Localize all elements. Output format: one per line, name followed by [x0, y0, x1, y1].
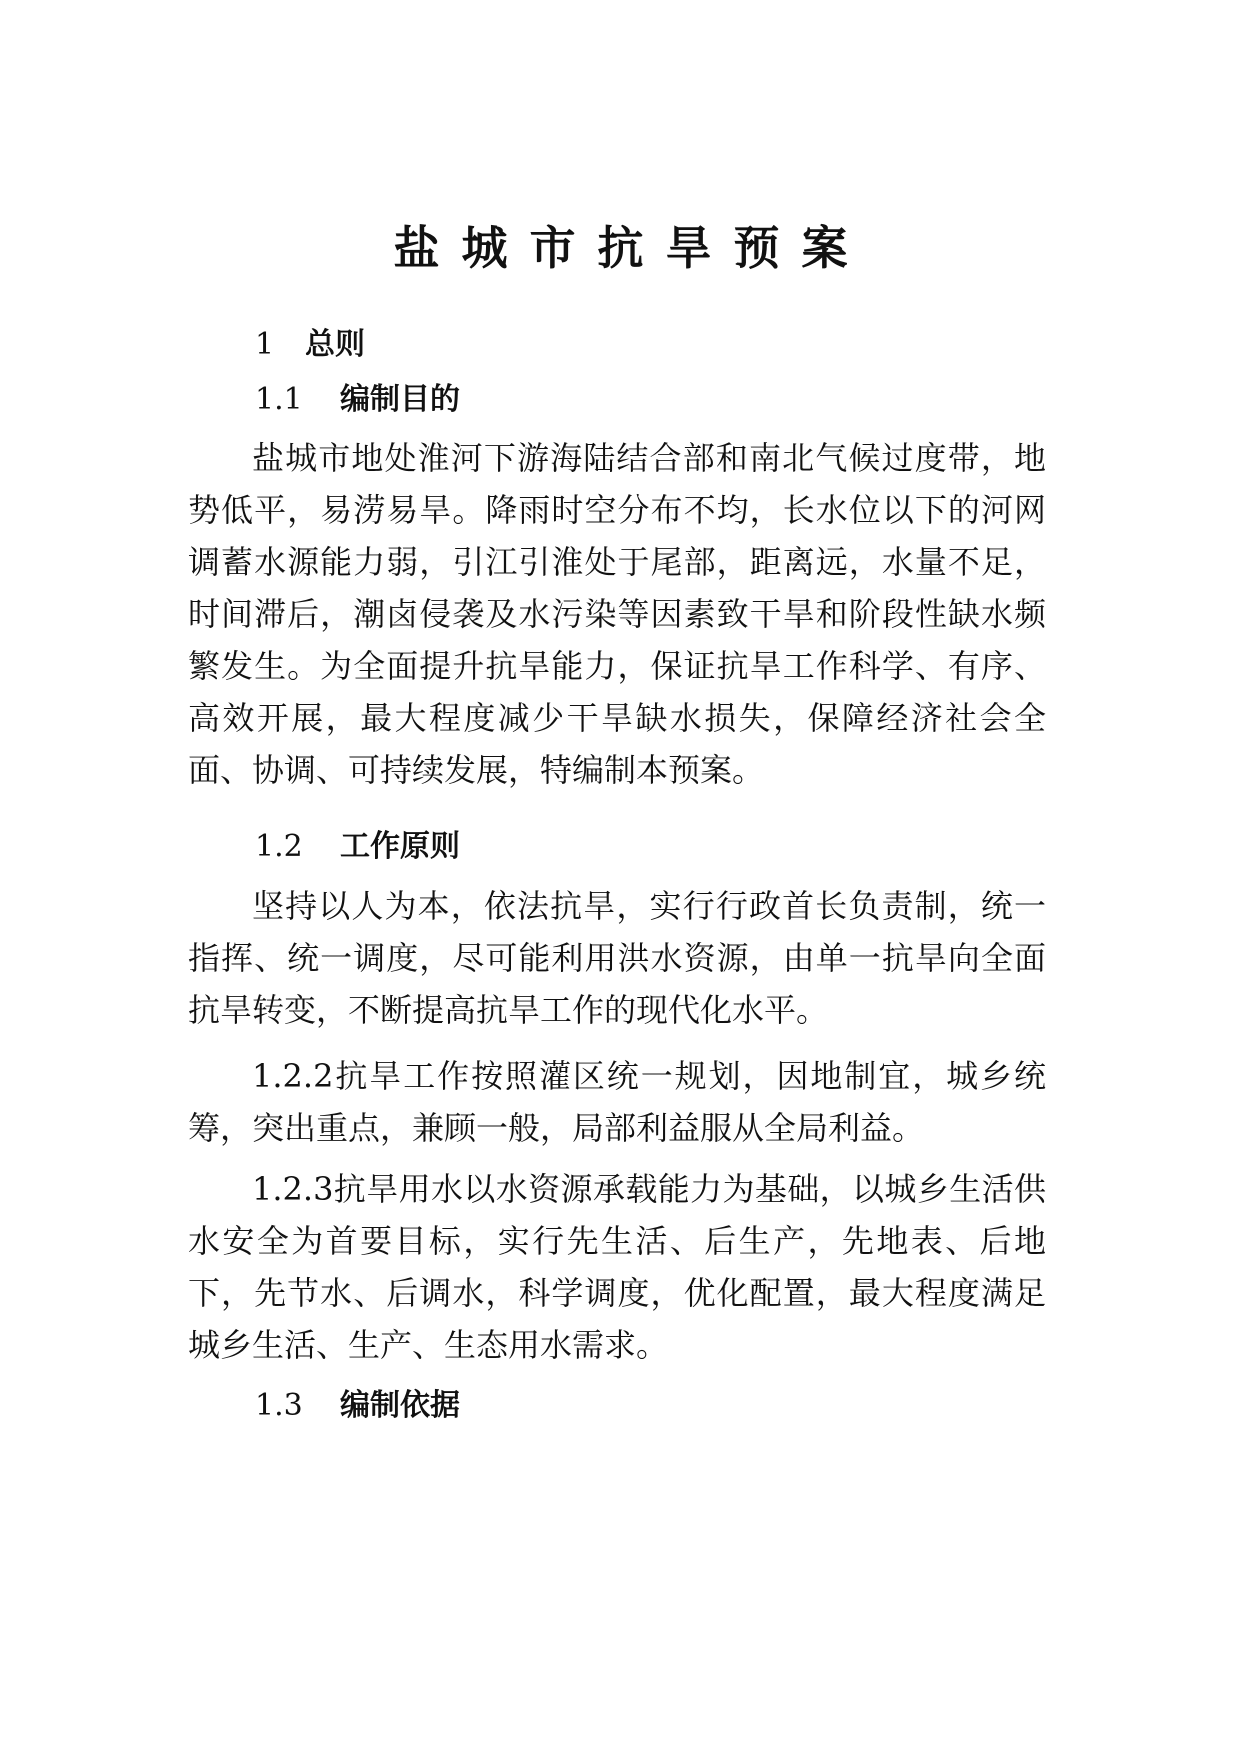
paragraph-principle-1-2-2: 1.2.2抗旱工作按照灌区统一规划，因地制宜，城乡统筹，突出重点，兼顾一般，局部利益服从全局利益。 — [188, 1057, 1046, 1147]
section-label: 编制依据 — [340, 1388, 460, 1423]
paragraph-purpose: 盐城市地处淮河下游海陆结合部和南北气候过度带，地势低平，易涝易旱。降雨时空分布不均，长水位以下的河网调蓄水源能力弱，引江引淮处于尾部，距离远，水量不足，时间滞后，潮卤侵袭及水污染等因素致干旱和阶段性缺水频繁发生。为全面提升抗旱能力，保证抗旱工作科学、有序、高效开展，最大程度减少干旱缺水损失，保障经济社会全面、协调、可持续发展，特编制本预案。 — [188, 439, 1046, 789]
section-label: 工作原则 — [340, 829, 460, 864]
document-title: 盐城市抗旱预案 — [393, 221, 870, 275]
section-heading-1-2 — [255, 827, 460, 867]
section-number: 1.2 — [255, 829, 303, 864]
section-label: 总则 — [305, 327, 365, 362]
section-number: 1.3 — [255, 1388, 303, 1423]
section-heading-1 — [255, 325, 365, 365]
paragraph-principles: 坚持以人为本，依法抗旱，实行行政首长负责制，统一指挥、统一调度，尽可能利用洪水资源，由单一抗旱向全面抗旱转变，不断提高抗旱工作的现代化水平。 — [188, 887, 1046, 1029]
section-heading-1-3 — [255, 1386, 460, 1426]
section-label: 编制目的 — [340, 382, 460, 417]
paragraph-principle-1-2-3: 1.2.3抗旱用水以水资源承载能力为基础，以城乡生活供水安全为首要目标，实行先生活、后生产，先地表、后地下，先节水、后调水，科学调度，优化配置，最大程度满足城乡生活、生产、生态用水需求。 — [188, 1170, 1046, 1364]
section-number: 1.1 — [255, 382, 303, 417]
section-number: 1 — [255, 327, 275, 362]
section-heading-1-1 — [255, 380, 460, 420]
